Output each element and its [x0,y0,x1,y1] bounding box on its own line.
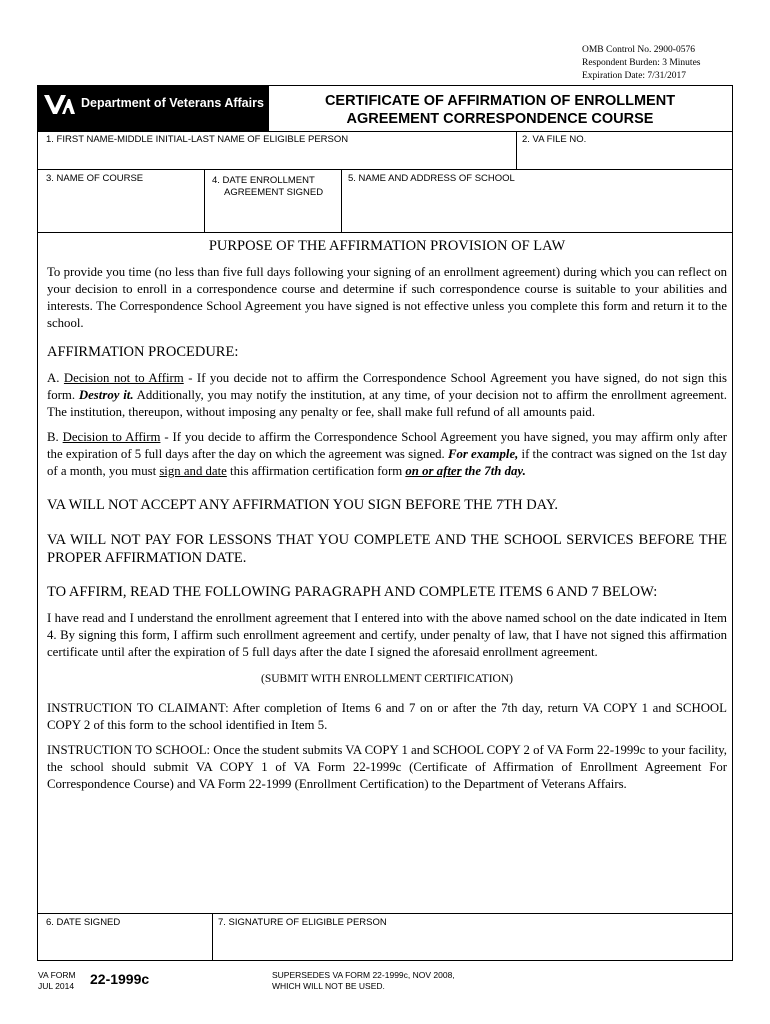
form-title [278,92,722,128]
divider-line [38,131,732,132]
sign-and-date-emphasis: sign and date [159,464,227,478]
divider-line [516,131,517,169]
department-header-band [38,86,269,131]
decision-affirm-paragraph [47,429,727,480]
purpose-heading: PURPOSE OF THE AFFIRMATION PROVISION OF LAW [208,238,566,254]
seventh-day-emphasis: the 7th day. [461,464,526,478]
footer-supersedes-line-2: WHICH WILL NOT BE USED. [272,981,385,991]
to-affirm-heading: TO AFFIRM, READ THE FOLLOWING PARAGRAPH AND COMPLETE ITEMS 6 AND 7 BELOW: [47,584,658,600]
field-date-enrollment-signed[interactable] [212,175,323,199]
field-va-file-number[interactable]: 2. VA FILE NO. [522,134,587,145]
decision-not-affirm-text: - If you decide not to affirm the Correspondence School Agreement you have signed, do not sign this form. [47,371,728,402]
purpose-paragraph: To provide you time (no less than five full days following your signing of an enrollment agreement) during which you can reflect on your decision to enroll in a correspondence course and determine if such correspondence course is suitable to your abilities and interests. The Correspondence School Agreement you have signed is not effective unless you complete this form and return it to the school. [47,265,727,330]
omb-info [582,44,700,83]
instruction-to-claimant: INSTRUCTION TO CLAIMANT: After completion of Items 6 and 7 on or after the 7th day, return VA COPY 1 and SCHOOL COPY 2 of this form to the school identified in Item 5. [47,701,727,732]
destroy-it-emphasis: Destroy it. [78,388,134,402]
form-body-text [47,238,727,793]
form-box [37,85,733,961]
divider-line [212,913,213,961]
submit-note: (SUBMIT WITH ENROLLMENT CERTIFICATION) [261,673,513,685]
decision-affirm-text-3: this affirmation certification form [226,464,406,478]
footer-supersedes-line-1: SUPERSEDES VA FORM 22-1999c, NOV 2008, [272,970,455,980]
omb-control-number: OMB Control No. 2900-0576 [582,45,695,55]
va-logo-icon [43,92,75,116]
divider-line [38,232,732,233]
expiration-date: Expiration Date: 7/31/2017 [582,71,686,81]
decision-not-affirm-paragraph [47,370,727,421]
form-title-line-1: CERTIFICATE OF AFFIRMATION OF ENROLLMENT [324,93,676,109]
field-date-enrollment-signed-line-2: AGREEMENT SIGNED [224,187,324,198]
decision-affirm-text: - If you decide to affirm the Correspondence School Agreement you have signed, you may affirm only after the expiration of 5 full days after the day on which the agreement was signed. [47,430,727,461]
footer-form-label [38,970,76,992]
decision-not-affirm-text-2: Additionally, you may notify the institution, at any time, of your decision not to affirm the enrollment agreement. The institution, thereupon, without imposing any penalty or fee, shall make full refund of all amounts paid. [47,388,727,419]
decision-affirm-title: Decision to Affirm [62,430,161,444]
decision-not-affirm-title: Decision not to Affirm [63,371,184,385]
for-example-emphasis: For example, [447,447,519,461]
instruction-to-school: INSTRUCTION TO SCHOOL: Once the student submits VA COPY 1 and SCHOOL COPY 2 of VA Form 22-1999c to your facility, the school should submit VA COPY 1 of VA Form 22-1999c (Certificate of Affirmation of Enrollment Agreement For Correspondence Course) and VA Form 22-1999 (Enrollment Certification) to the Department of Veterans Affairs. [47,743,727,791]
field-signature[interactable]: 7. SIGNATURE OF ELIGIBLE PERSON [218,917,387,928]
divider-line [38,169,732,170]
decision-affirm-text-2: if the contract was signed on the 1st day of a month, you must [47,447,727,478]
department-name: Department of Veterans Affairs [81,96,264,110]
field-eligible-person-name[interactable]: 1. FIRST NAME-MIDDLE INITIAL-LAST NAME OF ELIGIBLE PERSON [46,134,349,145]
divider-line [341,169,342,232]
respondent-burden: Respondent Burden: 3 Minutes [582,58,701,68]
footer-date: JUL 2014 [38,981,75,991]
field-school-name-address[interactable]: 5. NAME AND ADDRESS OF SCHOOL [348,173,515,184]
warning-before-7th-day: VA WILL NOT ACCEPT ANY AFFIRMATION YOU SIGN BEFORE THE 7TH DAY. [47,497,559,513]
divider-line [204,169,205,232]
footer-supersedes [272,970,455,992]
on-or-after-emphasis: on or after [405,464,462,478]
field-course-name[interactable]: 3. NAME OF COURSE [46,173,144,184]
footer-form-number: 22-1999c [90,971,150,987]
field-date-signed[interactable]: 6. DATE SIGNED [46,917,121,928]
affirmation-statement: I have read and I understand the enrollment agreement that I entered into with the above named school on the date indicated in Item 4. By signing this form, I affirm such enrollment agreement and certify, under penalty of law, that I have not signed this affirmation certificate until after the expiration of 5 full days after the date I signed the aforesaid enrollment agreement. [47,611,727,659]
warning-no-payment: VA WILL NOT PAY FOR LESSONS THAT YOU COMPLETE AND THE SCHOOL SERVICES BEFORE THE PROPER AFFIRMATION DATE. [47,532,727,566]
procedure-heading: AFFIRMATION PROCEDURE: [47,344,239,360]
footer-va-form: VA FORM [38,970,76,980]
divider-line [38,913,732,914]
paragraph-prefix-b: B. [47,430,63,444]
form-title-line-2: AGREEMENT CORRESPONDENCE COURSE [346,111,654,127]
field-date-enrollment-signed-line-1: 4. DATE ENROLLMENT [212,175,315,186]
paragraph-prefix-a: A. [47,371,64,385]
